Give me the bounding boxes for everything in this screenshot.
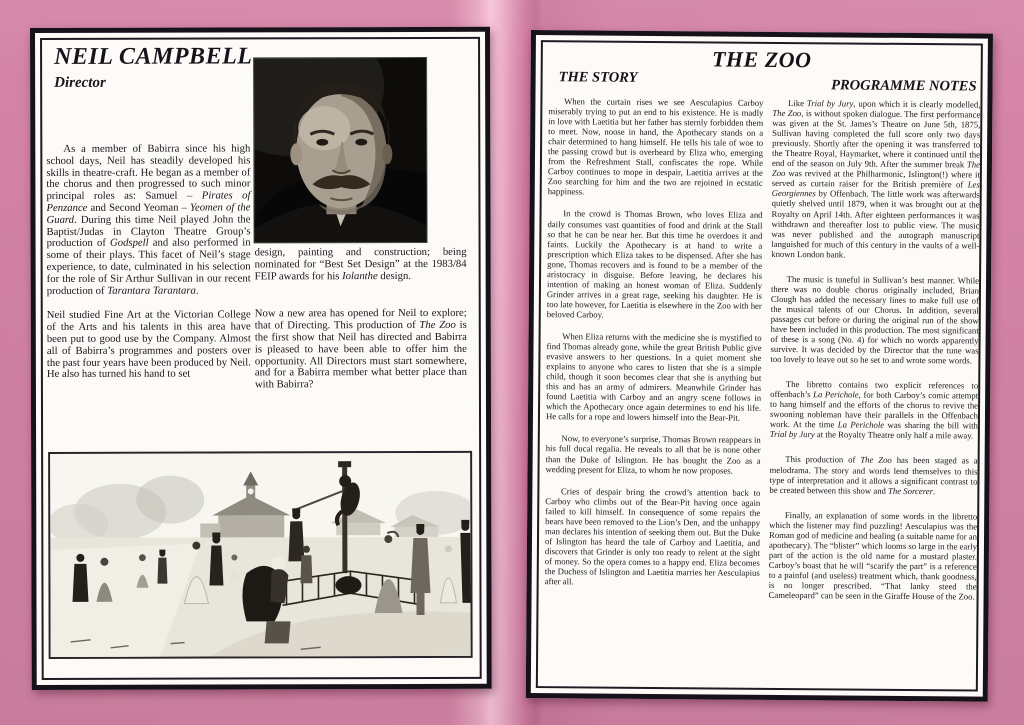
story-column — [545, 96, 764, 600]
director-portrait-photo — [254, 58, 426, 242]
right-page-frame — [536, 40, 983, 691]
left-page-frame — [40, 37, 482, 680]
bio-paragraph: As a member of Babirra since his high school days, Neil has steadily developed his skills in theatre-craft. He began as a member of the chorus and then progressed to such minor principal roles as: Samuel – Pirates of Penzance and Second Yeoman – Yeomen of the Guard. During this time Neil played John the Baptist/Judas in Clayton Theatre Group’s production of Godspell and also performed in some of their plays. This facet of Neil’s stage experience, to date, culminated in his selection for the role of Sir Arthur Sullivan in our recent production of Tarantara Tarantara. — [46, 142, 251, 297]
programme-notes-column — [768, 98, 980, 617]
notes-paragraph: Like Trial by Jury, upon which it is clearly modelled, The Zoo, is without spoken dialogue. The first performance was given at the St. James’s Theatre on June 5th, 1875, Sullivan having completed the full score only two days previously. Shortly after the opening it was transferred to the Theatre Royal, Haymarket, where it continued until the end of the season on July 9th. After the summer break The Zoo was revived at the Philharmonic, Islington(!) where it served as curtain raiser for the British première of Les Georgiennes by Offenbach. The little work was afterwards quietly shelved until 1879, when it was brought out at the Royalty on April 14th. After eighteen performances it was withdrawn and thereafter lost to public view. The music was never published and the autograph manuscript languished for much of this century in the vaults of a well-known London bank. — [771, 98, 981, 260]
story-heading: THE STORY — [558, 69, 638, 86]
story-paragraph: In the crowd is Thomas Brown, who loves Eliza and daily consumes vast quantities of food and drink at the Stall so that he can be near her. But this time he overdoes it and faints. Luckily the Apothecary is at hand to write a prescription which Eliza takes to be dispensed. After she has gone, Thomas recovers and is found to be a member of the aristocracy in disguise. Before leaving, he declares his intention of making an honest woman of Eliza. Suddenly Grinder arrives in a great rage, seeking his daughter. He is too late however, for Laetitia is elsewhere in the Zoo with her beloved Carboy. — [546, 208, 763, 320]
story-paragraph: When the curtain rises we see Aesculapius Carboy miserably trying to put an end to his existence. He is madly in love with Laetitia but her father has sternly forbidden them to meet. Now, noose in hand, the Apothecary stands on a chair determined to hang himself. He tells his tale of woe to the passing crowd but is overheard by Eliza who, emerging from the Refreshment Stall, confiscates the rope. While Carboy continues to mope in despair, Laetitia arrives at the Zoo searching for him and the two are rejoined in ecstatic happiness. — [547, 96, 764, 197]
bear-pit-engraving — [48, 451, 473, 659]
bio-paragraph: design, painting and construction; being nominated for “Best Set Design” at the 1983/84 FEIP awards for his Iolanthe design. — [254, 245, 467, 283]
notes-paragraph: The music is tuneful in Sullivan’s best manner. While there was no double chorus originally included, Brian Clough has added the necessary lines to make full use of the musical talents of our Chorus. In addition, several passages cut before or during the original run of the show have been included in this production. The most significant of these is a song (No. 4) for which no words apparently survive. It was decided by the Director that the tune was too lovely to leave out so he set to and wrote some words. — [770, 273, 980, 366]
story-paragraph: Now, to everyone’s surprise, Thomas Brown reappears in his full ducal regalia. He reveals to all that he is none other than the Duke of Islington. He has bought the Zoo as a wedding present for Eliza, to whom he now proposes. — [545, 433, 761, 476]
left-page-column-2 — [255, 247, 467, 418]
left-page-column-1 — [46, 143, 251, 394]
left-page — [30, 27, 492, 690]
show-title: THE ZOO — [711, 46, 812, 73]
story-paragraph: Cries of despair bring the crowd’s attention back to Carboy who climbs out of the Bear-Pit having once again failed to kill himself. In consequence of some repairs the bears have been removed to the Lion’s Den, and the unhappy man declares his intention of seeking them out. But the Duke of Islington has heard the tale of Carboy and Laetitia, and discovers that Grinder is only too ready to relent at the sight of money. So the opera comes to a happy end. Eliza becomes the Duchess of Islington and Laetitia marries her Aesculapius after all. — [544, 485, 761, 587]
notes-paragraph: The libretto contains two explicit references to offenbach’s La Perichole, for both Carboy’s comic attempt to hang himself and the efforts of the chorus to revive the swooning nobleman have their parallels in the Offenbach work. At the time La Perichole was sharing the bill with Trial by Jury at the Royalty Theatre only half a mile away. — [769, 379, 979, 441]
director-role-subtitle: Director — [54, 74, 106, 91]
notes-paragraph: This production of The Zoo has been staged as a melodrama. The story and words lend themselves to this type of interpretation and it allows a significant contrast to be created between this show and The Sorcerer. — [769, 454, 978, 496]
director-name-title: NEIL CAMPBELL — [54, 43, 253, 70]
story-paragraph: When Eliza returns with the medicine she is mystified to find Thomas already gone, while the great British Public give evasive answers to her questions. In a quiet moment she explains to anyone who cares to listen that she is a simple child, though it soon becomes clear that she is anything but this and has an army of admirers. Meanwhile Grinder has found Laetitia with Carboy and an angry scene follows in which the Apothecary once again determines to end his life. He calls for a rope and lowers himself into the Bear-Pit. — [545, 331, 762, 424]
right-page — [526, 30, 993, 702]
notes-paragraph: Finally, an explanation of some words in the libretto which the listener may find puzzling! Aesculapius was the Roman god of medicine and healing (a suitable name for an apothecary). The “blister” which looms so large in the early part of the action is the old name for a mustard plaster. Carboy’s boast that he will “scarify the part” is a reference to a painful (and useless) treatment which, thank goodness, is no longer prescribed. “That lanky steed the Cameleopard” can be seen in the Giraffe House of the Zoo. — [768, 509, 978, 602]
bio-paragraph: Now a new area has opened for Neil to explore; that of Directing. This production of The Zoo is the first show that Neil has directed and Babirra is pleased to have been able to offer him the opportunity. All Directors must start somewhere, and for a Babirra member what better place than with Babirra? — [254, 307, 467, 391]
zoo-engraving-illustration — [50, 453, 471, 657]
portrait-illustration — [254, 58, 426, 242]
programme-notes-heading: PROGRAMME NOTES — [831, 77, 977, 95]
bio-paragraph: Neil studied Fine Art at the Victorian College of the Arts and his talents in this area have been put to good use by the Company. Almost all of Babirra’s programmes and posters over the past four years have been produced by Neil. He also has turned his hand to set — [46, 308, 251, 381]
